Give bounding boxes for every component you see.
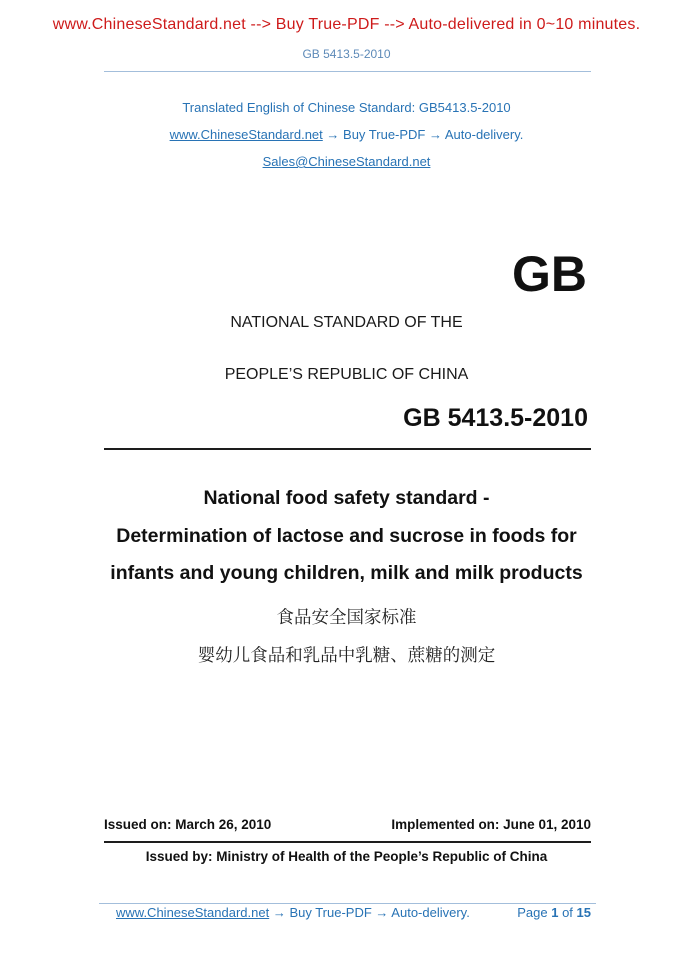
implemented-on-date: Implemented on: June 01, 2010 <box>391 817 591 832</box>
doc-title-chinese-line2: 婴幼儿食品和乳品中乳糖、蔗糖的测定 <box>197 646 496 666</box>
doc-title-line3: infants and young children, milk and milk products <box>110 562 583 584</box>
header-doc-code: GB 5413.5-2010 <box>302 47 391 61</box>
header-divider <box>104 71 591 72</box>
footer-chinesestandard-link[interactable]: www.ChineseStandard.net <box>116 905 270 920</box>
doc-title-line2: Determination of lactose and sucrose in foods for <box>116 525 577 547</box>
buy-line-rest: → Buy True-PDF → Auto-delivery. <box>326 127 524 142</box>
translated-line: Translated English of Chinese Standard: GB5413.5-2010 <box>182 100 511 115</box>
page-label: Page <box>517 905 548 920</box>
standard-code: GB 5413.5-2010 <box>403 404 588 432</box>
title-divider <box>104 448 591 450</box>
sales-email-link[interactable]: Sales@ChineseStandard.net <box>262 154 431 169</box>
dates-row <box>104 817 591 832</box>
national-standard-heading-line2: PEOPLE’S REPUBLIC OF CHINA <box>224 366 469 383</box>
gb-logo: GB <box>512 246 587 302</box>
national-standard-heading-line1: NATIONAL STANDARD OF THE <box>230 314 463 331</box>
sales-line <box>0 154 693 169</box>
footer-buy-line <box>104 905 470 920</box>
issued-by-line: Issued by: Ministry of Health of the People’s Republic of China <box>145 849 548 864</box>
dates-divider <box>104 841 591 843</box>
buy-line <box>0 127 693 142</box>
issued-on-date: Issued on: March 26, 2010 <box>104 817 272 832</box>
doc-title-chinese-line1: 食品安全国家标准 <box>276 608 417 628</box>
doc-title-line1: National food safety standard - <box>203 487 490 509</box>
of-label: of <box>562 905 573 920</box>
page-indicator <box>517 905 591 920</box>
top-banner: www.ChineseStandard.net --> Buy True-PDF --> Auto-delivered in 0~10 minutes. <box>52 16 641 33</box>
footer <box>104 905 591 920</box>
page-total: 15 <box>576 905 591 920</box>
page-number: 1 <box>551 905 559 920</box>
chinesestandard-link[interactable]: www.ChineseStandard.net <box>169 127 323 142</box>
footer-divider <box>99 903 596 904</box>
footer-buy-rest: → Buy True-PDF → Auto-delivery. <box>272 905 470 920</box>
